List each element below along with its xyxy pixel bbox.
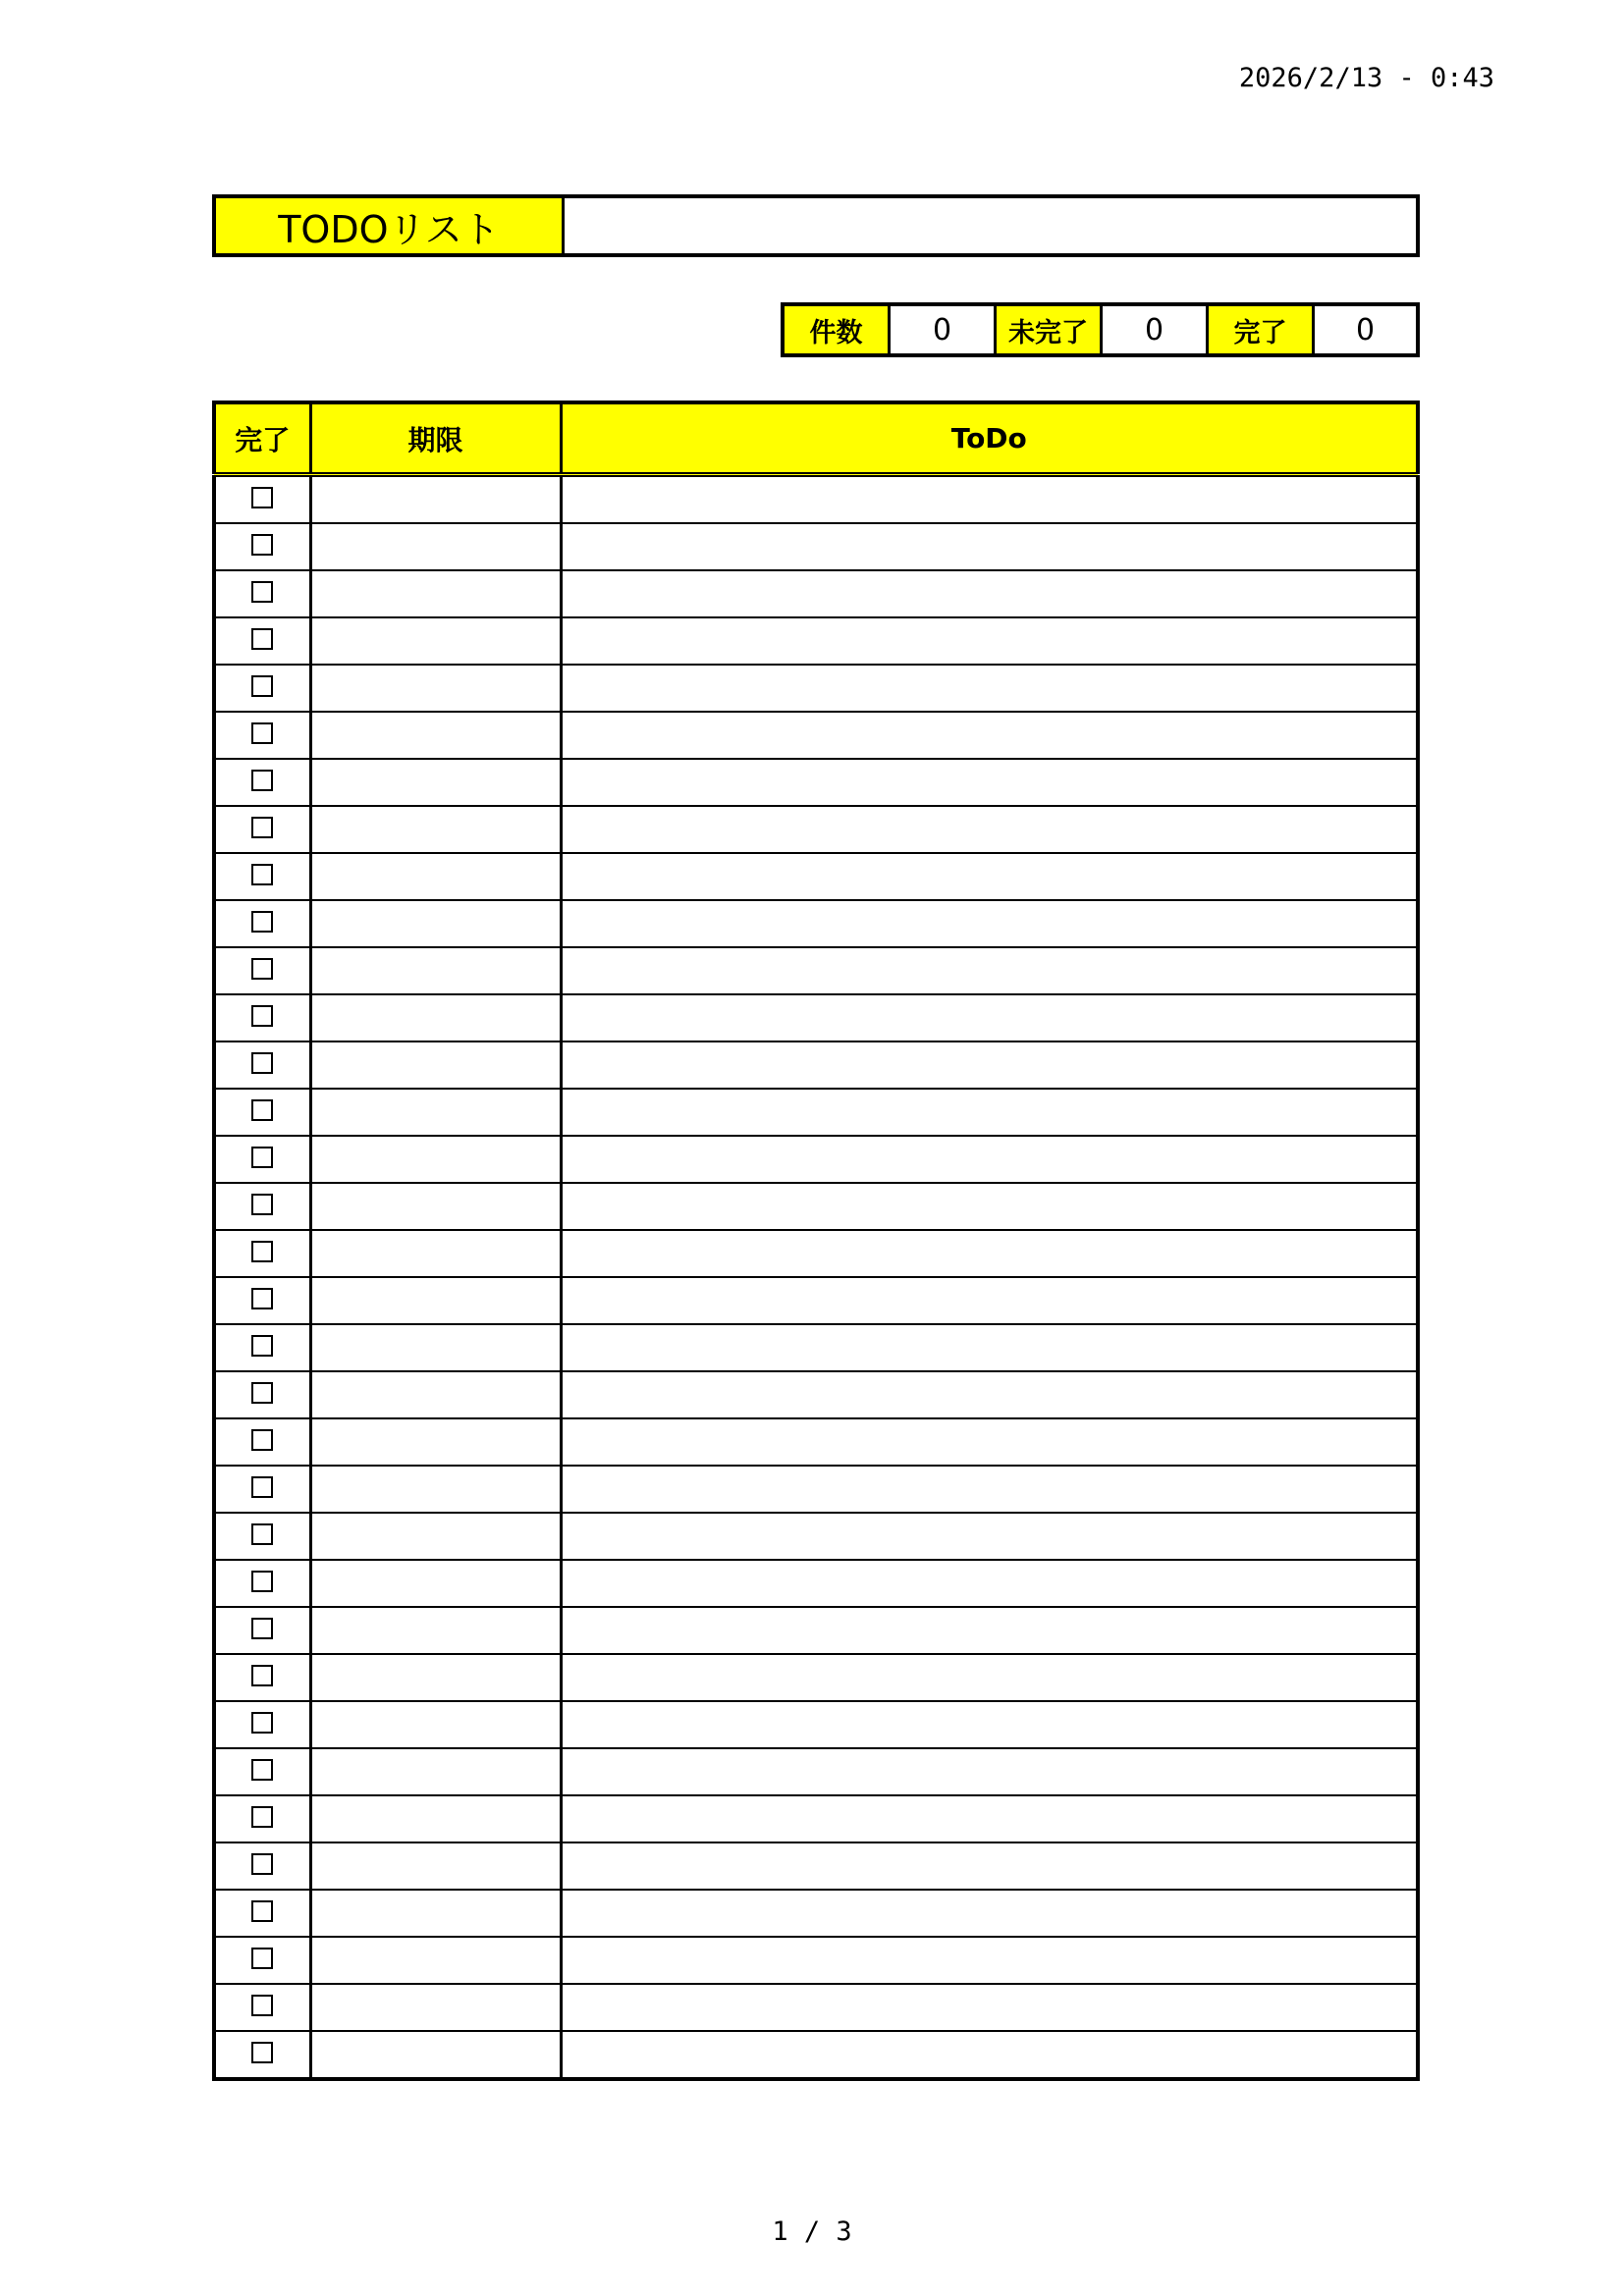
done-checkbox[interactable] bbox=[251, 1099, 273, 1121]
todo-cell[interactable] bbox=[561, 1136, 1418, 1183]
table-row bbox=[214, 853, 1418, 900]
todo-cell[interactable] bbox=[561, 1560, 1418, 1607]
column-header-deadline: 期限 bbox=[310, 402, 561, 475]
todo-cell[interactable] bbox=[561, 475, 1418, 524]
todo-cell[interactable] bbox=[561, 1984, 1418, 2031]
done-checkbox[interactable] bbox=[251, 1853, 273, 1875]
deadline-cell[interactable] bbox=[310, 1607, 561, 1654]
todo-cell[interactable] bbox=[561, 1607, 1418, 1654]
done-cell bbox=[214, 1984, 310, 2031]
todo-cell[interactable] bbox=[561, 1466, 1418, 1513]
done-checkbox[interactable] bbox=[251, 1995, 273, 2016]
deadline-cell[interactable] bbox=[310, 570, 561, 617]
table-row bbox=[214, 1183, 1418, 1230]
done-cell bbox=[214, 2031, 310, 2079]
deadline-cell[interactable] bbox=[310, 1089, 561, 1136]
deadline-cell[interactable] bbox=[310, 1136, 561, 1183]
deadline-cell[interactable] bbox=[310, 853, 561, 900]
total-count-label: 件数 bbox=[785, 306, 891, 353]
deadline-cell[interactable] bbox=[310, 475, 561, 524]
todo-cell[interactable] bbox=[561, 1230, 1418, 1277]
print-timestamp: 2026/2/13 - 0:43 bbox=[1238, 63, 1494, 93]
deadline-cell[interactable] bbox=[310, 1560, 561, 1607]
table-row bbox=[214, 1795, 1418, 1842]
done-checkbox[interactable] bbox=[251, 1806, 273, 1828]
deadline-cell[interactable] bbox=[310, 900, 561, 947]
deadline-cell[interactable] bbox=[310, 1654, 561, 1701]
done-checkbox[interactable] bbox=[251, 628, 273, 650]
page-number: 1 / 3 bbox=[772, 2216, 852, 2247]
title-bar bbox=[212, 194, 1420, 257]
done-cell bbox=[214, 617, 310, 665]
done-checkbox[interactable] bbox=[251, 958, 273, 980]
done-cell bbox=[214, 665, 310, 712]
done-cell bbox=[214, 1748, 310, 1795]
done-cell bbox=[214, 523, 310, 570]
deadline-cell[interactable] bbox=[310, 523, 561, 570]
table-row bbox=[214, 1890, 1418, 1937]
done-checkbox[interactable] bbox=[251, 817, 273, 838]
done-cell bbox=[214, 1701, 310, 1748]
done-cell bbox=[214, 1890, 310, 1937]
done-cell bbox=[214, 1937, 310, 1984]
done-checkbox[interactable] bbox=[251, 2042, 273, 2063]
table-row bbox=[214, 1089, 1418, 1136]
deadline-cell[interactable] bbox=[310, 1842, 561, 1890]
done-checkbox[interactable] bbox=[251, 1241, 273, 1262]
done-cell bbox=[214, 1654, 310, 1701]
done-checkbox[interactable] bbox=[251, 1712, 273, 1734]
table-row bbox=[214, 2031, 1418, 2079]
table-row bbox=[214, 806, 1418, 853]
deadline-cell[interactable] bbox=[310, 1230, 561, 1277]
table-row bbox=[214, 523, 1418, 570]
todo-cell[interactable] bbox=[561, 1890, 1418, 1937]
done-checkbox[interactable] bbox=[251, 1759, 273, 1781]
summary-counts bbox=[781, 302, 1420, 357]
table-row bbox=[214, 712, 1418, 759]
column-header-todo: ToDo bbox=[561, 402, 1418, 475]
deadline-cell[interactable] bbox=[310, 1371, 561, 1418]
deadline-cell[interactable] bbox=[310, 947, 561, 994]
done-cell bbox=[214, 570, 310, 617]
done-checkbox[interactable] bbox=[251, 722, 273, 744]
todo-cell[interactable] bbox=[561, 1842, 1418, 1890]
table-row bbox=[214, 475, 1418, 524]
todo-cell[interactable] bbox=[561, 1654, 1418, 1701]
table-row bbox=[214, 1937, 1418, 1984]
deadline-cell[interactable] bbox=[310, 1513, 561, 1560]
total-count-value: 0 bbox=[891, 306, 997, 353]
deadline-cell[interactable] bbox=[310, 1277, 561, 1324]
todo-cell[interactable] bbox=[561, 665, 1418, 712]
deadline-cell[interactable] bbox=[310, 1748, 561, 1795]
done-cell bbox=[214, 1418, 310, 1466]
deadline-cell[interactable] bbox=[310, 1795, 561, 1842]
complete-count-value: 0 bbox=[1315, 306, 1416, 353]
table-row bbox=[214, 1748, 1418, 1795]
table-row bbox=[214, 1607, 1418, 1654]
done-checkbox[interactable] bbox=[251, 1523, 273, 1545]
todo-cell[interactable] bbox=[561, 900, 1418, 947]
done-checkbox[interactable] bbox=[251, 1052, 273, 1074]
done-checkbox[interactable] bbox=[251, 1571, 273, 1592]
todo-cell[interactable] bbox=[561, 1371, 1418, 1418]
table-row bbox=[214, 1136, 1418, 1183]
table-row bbox=[214, 759, 1418, 806]
todo-cell[interactable] bbox=[561, 1795, 1418, 1842]
table-row bbox=[214, 1842, 1418, 1890]
table-row bbox=[214, 1654, 1418, 1701]
table-row bbox=[214, 665, 1418, 712]
done-checkbox[interactable] bbox=[251, 675, 273, 697]
done-checkbox[interactable] bbox=[251, 1665, 273, 1686]
list-title-label: TODOリスト bbox=[216, 198, 565, 253]
done-checkbox[interactable] bbox=[251, 1382, 273, 1404]
deadline-cell[interactable] bbox=[310, 712, 561, 759]
table-row bbox=[214, 1560, 1418, 1607]
done-checkbox[interactable] bbox=[251, 1618, 273, 1639]
done-cell bbox=[214, 1842, 310, 1890]
todo-cell[interactable] bbox=[561, 1277, 1418, 1324]
todo-cell[interactable] bbox=[561, 617, 1418, 665]
todo-cell[interactable] bbox=[561, 1937, 1418, 1984]
todo-rows bbox=[214, 475, 1418, 2080]
deadline-cell[interactable] bbox=[310, 1466, 561, 1513]
deadline-cell[interactable] bbox=[310, 665, 561, 712]
todo-cell[interactable] bbox=[561, 759, 1418, 806]
todo-cell[interactable] bbox=[561, 1324, 1418, 1371]
done-checkbox[interactable] bbox=[251, 1948, 273, 1969]
done-cell bbox=[214, 1136, 310, 1183]
todo-cell[interactable] bbox=[561, 2031, 1418, 2079]
table-row bbox=[214, 1371, 1418, 1418]
done-checkbox[interactable] bbox=[251, 487, 273, 508]
done-cell bbox=[214, 947, 310, 994]
done-cell bbox=[214, 712, 310, 759]
incomplete-count-label: 未完了 bbox=[997, 306, 1103, 353]
table-row bbox=[214, 1324, 1418, 1371]
done-cell bbox=[214, 806, 310, 853]
todo-cell[interactable] bbox=[561, 1089, 1418, 1136]
deadline-cell[interactable] bbox=[310, 1324, 561, 1371]
deadline-cell[interactable] bbox=[310, 1041, 561, 1089]
done-cell bbox=[214, 1277, 310, 1324]
todo-cell[interactable] bbox=[561, 523, 1418, 570]
done-checkbox[interactable] bbox=[251, 770, 273, 791]
done-checkbox[interactable] bbox=[251, 1194, 273, 1215]
column-header-done: 完了 bbox=[214, 402, 310, 475]
deadline-cell[interactable] bbox=[310, 1701, 561, 1748]
todo-table bbox=[212, 400, 1420, 2081]
table-row bbox=[214, 1466, 1418, 1513]
done-checkbox[interactable] bbox=[251, 864, 273, 885]
deadline-cell[interactable] bbox=[310, 1418, 561, 1466]
deadline-cell[interactable] bbox=[310, 806, 561, 853]
table-header-row bbox=[214, 402, 1418, 475]
table-row bbox=[214, 570, 1418, 617]
todo-cell[interactable] bbox=[561, 1513, 1418, 1560]
table-row bbox=[214, 617, 1418, 665]
done-cell bbox=[214, 994, 310, 1041]
done-checkbox[interactable] bbox=[251, 911, 273, 933]
table-row bbox=[214, 1277, 1418, 1324]
table-row bbox=[214, 1041, 1418, 1089]
done-checkbox[interactable] bbox=[251, 1900, 273, 1922]
done-cell bbox=[214, 1041, 310, 1089]
deadline-cell[interactable] bbox=[310, 1183, 561, 1230]
todo-cell[interactable] bbox=[561, 712, 1418, 759]
done-cell bbox=[214, 759, 310, 806]
done-cell bbox=[214, 1324, 310, 1371]
done-cell bbox=[214, 1371, 310, 1418]
deadline-cell[interactable] bbox=[310, 1984, 561, 2031]
table-row bbox=[214, 1513, 1418, 1560]
table-row bbox=[214, 1230, 1418, 1277]
table-row bbox=[214, 1984, 1418, 2031]
todo-cell[interactable] bbox=[561, 570, 1418, 617]
done-cell bbox=[214, 475, 310, 524]
todo-cell[interactable] bbox=[561, 1041, 1418, 1089]
done-cell bbox=[214, 1513, 310, 1560]
todo-cell[interactable] bbox=[561, 1418, 1418, 1466]
done-cell bbox=[214, 853, 310, 900]
done-checkbox[interactable] bbox=[251, 1476, 273, 1498]
done-checkbox[interactable] bbox=[251, 581, 273, 603]
done-checkbox[interactable] bbox=[251, 1335, 273, 1357]
deadline-cell[interactable] bbox=[310, 759, 561, 806]
done-cell bbox=[214, 1183, 310, 1230]
todo-cell[interactable] bbox=[561, 1701, 1418, 1748]
table-row bbox=[214, 994, 1418, 1041]
done-checkbox[interactable] bbox=[251, 534, 273, 556]
todo-cell[interactable] bbox=[561, 806, 1418, 853]
incomplete-count-value: 0 bbox=[1103, 306, 1209, 353]
done-checkbox[interactable] bbox=[251, 1147, 273, 1168]
todo-cell[interactable] bbox=[561, 1748, 1418, 1795]
todo-cell[interactable] bbox=[561, 1183, 1418, 1230]
deadline-cell[interactable] bbox=[310, 617, 561, 665]
deadline-cell[interactable] bbox=[310, 2031, 561, 2079]
table-row bbox=[214, 1418, 1418, 1466]
complete-count-label: 完了 bbox=[1209, 306, 1315, 353]
todo-cell[interactable] bbox=[561, 994, 1418, 1041]
done-checkbox[interactable] bbox=[251, 1005, 273, 1027]
todo-cell[interactable] bbox=[561, 947, 1418, 994]
table-row bbox=[214, 947, 1418, 994]
deadline-cell[interactable] bbox=[310, 1937, 561, 1984]
done-checkbox[interactable] bbox=[251, 1288, 273, 1309]
done-cell bbox=[214, 1560, 310, 1607]
done-cell bbox=[214, 1466, 310, 1513]
done-cell bbox=[214, 1230, 310, 1277]
done-cell bbox=[214, 1089, 310, 1136]
list-title-field[interactable] bbox=[565, 198, 1416, 253]
deadline-cell[interactable] bbox=[310, 1890, 561, 1937]
done-checkbox[interactable] bbox=[251, 1429, 273, 1451]
table-row bbox=[214, 900, 1418, 947]
done-cell bbox=[214, 900, 310, 947]
table-row bbox=[214, 1701, 1418, 1748]
todo-cell[interactable] bbox=[561, 853, 1418, 900]
done-cell bbox=[214, 1795, 310, 1842]
done-cell bbox=[214, 1607, 310, 1654]
deadline-cell[interactable] bbox=[310, 994, 561, 1041]
